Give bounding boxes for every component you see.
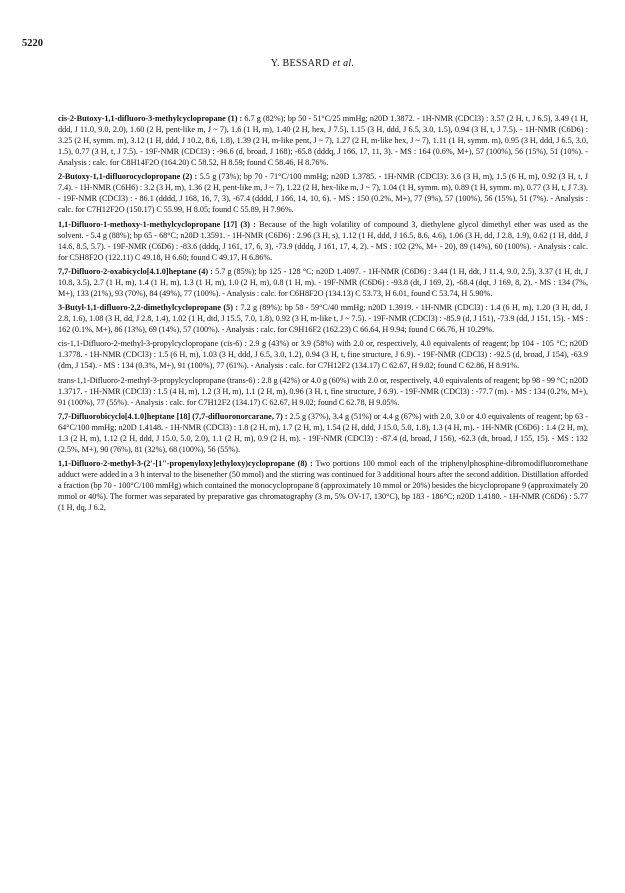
entry-compound-5 [58, 302, 588, 335]
entry-title: 7,7-Difluoro-2-oxabicyclo[4.1.0]heptane (4) : [58, 266, 213, 276]
entry-body: 2.5 g (37%), 3.4 g (51%) or 4.4 g (67%) with 2.0, 3.0 or 4.0 equivalents of reagent; bp 63 - 64°C/100 mmHg; n20D 1.4148. - 1H-NMR (CDCl3) : 1.8 (2 H, m), 1.7 (2 H, m), 1.54 (2 H, ddd, J 15.0, 5.0, 1.8), 1.3 (4 H, m). - 1H-NMR (C6D6) : 1.4 (2 H, m), 1.3 (2 H, m), 1.12 (2 H, ddd, J 15.0, 5.0, 2.0), 1.1 (2 H, m), 0.9 (2 H, m). - 19F-NMR (CDCl3) : -87.4 (d, broad, J 156), -62.3 (dt, broad, J 155, 15). - MS : 132 (2.5%, M+), 90 (76%), 81 (32%), 68 (100%), 56 (55%). [58, 411, 589, 454]
page-number: 5220 [22, 38, 43, 49]
entry-compound-1 [58, 113, 588, 168]
entry-title: 1,1-Difluoro-1-methoxy-1-methylcyclopropane [17] (3) : [58, 219, 256, 229]
entry-body: 5.7 g (85%); bp 125 - 128 °C; n20D 1.4097. - 1H-NMR (C6D6) : 3.44 (1 H, ddt, J 11.4, 9.0, 2.5), 3.37 (1 H, dt, J 10.8, 3.5), 2.7 (1 H, m), 1.4 (1 H, m), 1.3 (1 H, m), 1.0 (2 H, m), 0.8 (1 H, m). - 19F-NMR (C6D6) : -93.8 (dt, J 169, 2), -68.4 (dqt, J 169, 8, 2). - MS : 134 (7%, M+), 133 (21%), 93 (70%), 84 (49%), 77 (100%). - Analysis : calc. for C6H8F2O (134.13) C 53.73, H 6.01, found C 53.74, H 5.90%. [58, 266, 588, 298]
entry-title: 3-Butyl-1,1-difluoro-2,2-dimethylcyclopropane (5) : [58, 303, 239, 313]
entry-body: Two portions 100 mmol each of the triphenylphosphine-dibromodifluoromethane adduct were added in a 3 h interval to the bisenether (50 mmol) and the stirring was continued for 3 additional hours after the second addition. Distillation afforded a fraction (bp 70 - 100°C/100 mmHg) which contained the monocyclopropane 8 (approximately 10 mmol or 20%) besides the bicyclopropane 9 (approximately 20 mmol or 40%). The former was separated by preparative gas chromatography (3 m, 5% OV-17, 130°C), bp 183 - 186°C; n20D 1.4180. - 1H-NMR (C6D6) : 5.77 (1 H, dq, J 6.2, [58, 459, 589, 513]
entry-compound-2 [58, 171, 588, 215]
header-etal: et al. [332, 58, 355, 69]
entry-title: cis-2-Butoxy-1,1-difluoro-3-methylcyclopropane (1) : [58, 114, 243, 123]
entry-compound-7 [58, 411, 588, 455]
entry-title: 1,1-Difluoro-2-methyl-3-(2'-[1"-propenyloxy]ethyloxy)cyclopropane (8) : [58, 459, 313, 469]
running-header [0, 58, 625, 69]
entry-compound-4 [58, 266, 588, 299]
entry-title: 2-Butoxy-1,1-difluorocyclopropane (2) : [58, 172, 198, 182]
experimental-section [58, 113, 588, 516]
entry-body: 7.2 g (89%); bp 58 - 59°C/40 mmHg; n20D 1.3919. - 1H-NMR (CDCl3) : 1.4 (6 H, m), 1.20 (3 H, dd, J 2.8, 1.6), 1.08 (3 H, dd, J 2.8, 1.4), 1.02 (1 H, dtd, J 15.5, 7.0, 1.8), 0.92 (3 H, m-like t, J ~ 7.5). - 19F-NMR (CDCl3) : -85.9 (d, J 151), -73.9 (dd, J 151, 15). - MS : 162 (0.1%, M+), 86 (13%), 69 (14%), 57 (100%). - Analysis : calc. for C9H16F2 (162.23) C 66.64, H 9.94; found C 66.76, H 10.29%. [58, 303, 588, 335]
entry-compound-3 [58, 219, 588, 263]
entry-body: Because of the high volatility of compound 3, diethylene glycol dimethyl ether was used as the solvent. - 5.4 g (88%); bp 65 - 68°C; n20D 1.3591. - 1H-NMR (C6D6) : 2.96 (3 H, s), 1.12 (1 H, ddd, J 16.5, 8.6, 4.6), 1.06 (3 H, dd, J 2.8, 1.9), 0.62 (1 H, ddd, J 14.6, 8.5, 5.7). - 19F-NMR (C6D6) : -83.6 (dddq, J 161, 17, 6, 3), -73.9 (dddq, J 161, 17, 4, 2). - MS : 102 (2%, M+ - 20), 89 (14%), 60 (100%). - Analysis : calc. for C5H8F2O (122.11) C 49.18, H 6.60; found C 49.17, H 6.86%. [58, 219, 588, 262]
entry-body: trans-1,1-Difluoro-2-methyl-3-propylcyclopropane (trans-6) : 2.8 g (42%) or 4.0 g (60%) with 2.0 or, respectively, 4.0 equivalents of reagent; bp 98 - 99 °C; n20D 1.3717. - 1H-NMR (CDCl3) : 1.5 (4 H, m), 1.2 (3 H, m), 1.1 (2 H, m), 0.96 (3 H, t, fine structure, J 6.9). - 19F-NMR (CDCl3) : -77.7 (m). - MS : 134 (0.2%, M+), 91 (100%), 77 (55%). - Analysis : calc. for C7H12F2 (134.17) C 62.67, H 9.02; found C 62.78, H 9.05%. [58, 375, 588, 407]
entry-compound-cis-6 [58, 338, 588, 371]
entry-compound-trans-6 [58, 375, 588, 408]
entry-body: 6.7 g (82%); bp 50 - 51°C/25 mmHg; n20D 1.3872. - 1H-NMR (CDCl3) : 3.57 (2 H, t, J 6.5), 3.49 (1 H, ddd, J 11.0, 9.0, 2.0), 1.60 (2 H, pent-like m, J ~ 7), 1.6 (1 H, m), 1.40 (2 H, hex, J 7.5), 1.15 (3 H, ddd, J 6.5, 3.0, 1.5), 0.94 (3 H, t, J 7.5). - 1H-NMR (C6D6) : 3.25 (2 H, symm. m), 3.12 (1 H, ddd, J 10.2, 8.6, 1.8), 1.39 (2 H, m-like pent, J ~ 7), 1.27 (2 H, m-like hex, J ~ 7), 1.11 (1 H, symm. m), 0.95 (3 H, ddd, J 6.5, 3.0, 1.5), 0.77 (3 H, t, J 7.5). - 19F-NMR (CDCl3) : -96.6 (d, broad, J 168); -65.8 (dddq, J 166, 17, 11, 3). - MS : 164 (0.6%, M+), 57 (100%), 56 (15%), 51 (10%). - Analysis : calc. for C8H14F2O (164.20) C 58.52, H 8.59; found C 58.46, H 8.76%. [58, 114, 588, 168]
entry-compound-8 [58, 458, 588, 513]
header-author: Y. BESSARD [270, 58, 330, 69]
entry-body: 5.5 g (73%); bp 70 - 71°C/100 mmHg; n20D 1.3785. - 1H-NMR (CDCl3): 3.6 (3 H, m), 1.5 (6 H, m), 0.92 (3 H, t, J 7.4). - 1H-NMR (C6H6) : 3.2 (3 H, m), 1.36 (2 H, pent-like m, J ~ 7), 1.22 (2 H, hex-like m, J ~ 7), 1.04 (1 H, symm. m), 0.89 (1 H, symm. m), 0.77 (3 H, t, J 7.3). - 19F-NMR (CDCl3) : - 86.1 (dddd, J 168, 16, 7, 3), -67.4 (dddd, J 166, 14, 10, 6). - MS : 150 (0.2%, M+), 77 (9%), 57 (100%), 56 (15%), 51 (7%). - Analysis : calc. for C7H12F2O (150.17) C 55.99, H 8.05; found C 55.89, H 7.96%. [58, 172, 588, 215]
entry-title: 7,7-Difluorobicyclo[4.1.0]heptane [18] (7,7-difluoronorcarane, 7) : [58, 411, 288, 421]
entry-body: cis-1,1-Difluoro-2-methyl-3-propylcyclopropane (cis-6) : 2.9 g (43%) or 3.9 (58%) with 2.0 or, respectively, 4.0 equivalents of reagent; bp 104 - 105 °C; n20D 1.3778. - 1H-NMR (CDCl3) : 1.5 (6 H, m), 1.03 (3 H, ddd, J 6.5, 3.0, 1.2), 0.94 (3 H, t, fine structure, J 6.9). - 19F-NMR (CDCl3) : -92.5 (d, broad, J 154), -63.9 (dm, J 154). - MS : 134 (0.3%, M+), 91 (100%), 77 (61%). - Analysis : calc. for C7H12F2 (134.17) C 62.67, H 9.02; found C 62.86, H 8.91%. [58, 339, 588, 371]
